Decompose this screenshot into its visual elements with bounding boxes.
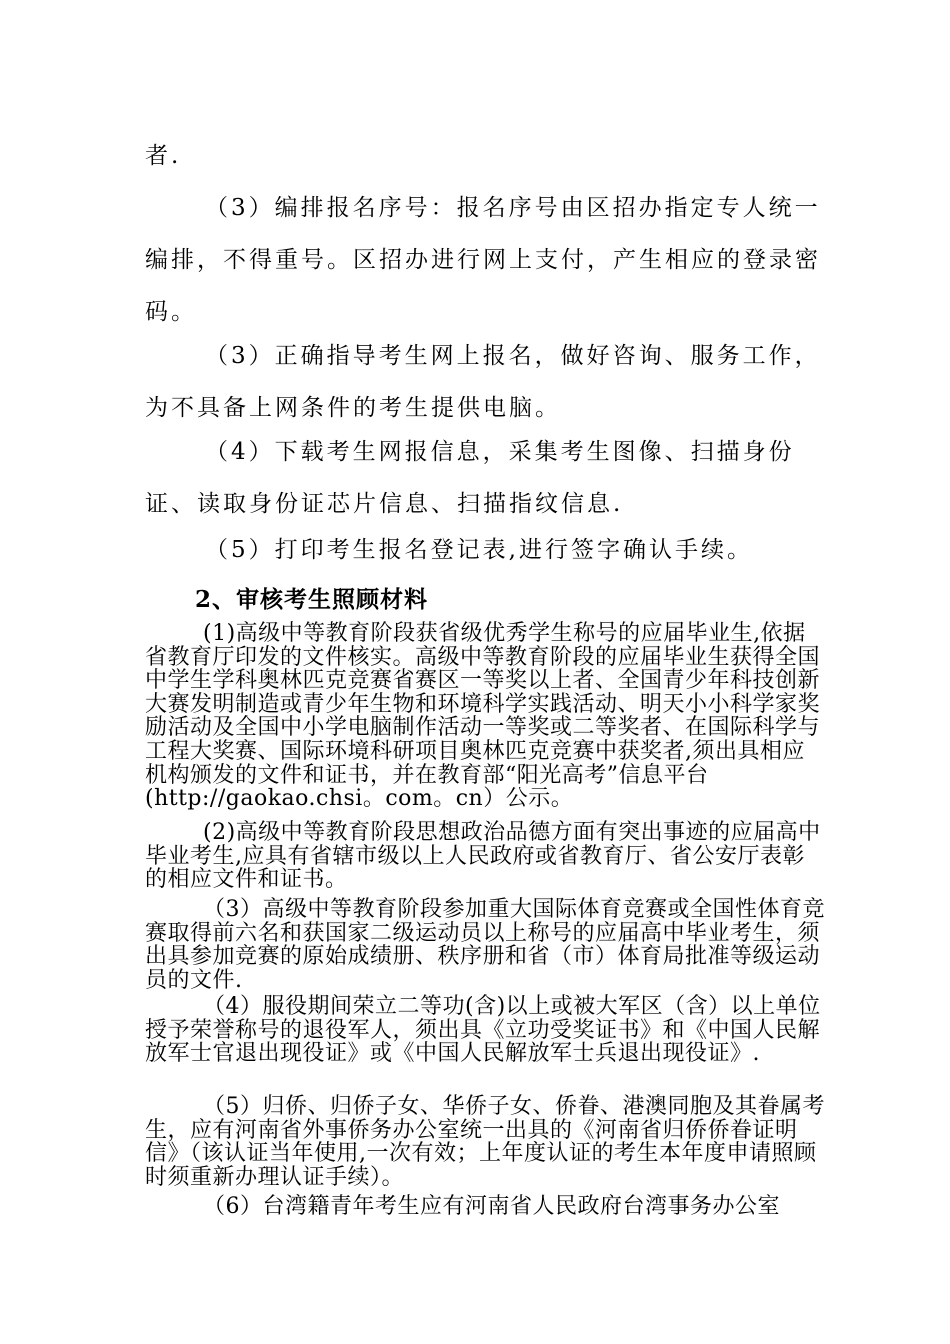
paragraph-item-6-taiwan: （6）台湾籍青年考生应有河南省人民政府台湾事务办公室: [203, 1194, 780, 1219]
paragraph-item-3-sports: （3）高级中等教育阶段参加重大国际体育竞赛或全国性体育竞赛取得前六名和获国家二级运动员以上称号的应届高中毕业考生，须出具参加竞赛的原始成绩册、秩序册和省（市）体育局批准等级运动员的文件.: [145, 897, 825, 993]
paragraph-item-4-veterans: （4）服役期间荣立二等功(含)以上或被大军区（含）以上单位授予荣誉称号的退役军人，须出具《立功受奖证书》和《中国人民解放军士官退出现役证》或《中国人民解放军士兵退出现役证》.: [145, 994, 821, 1067]
paragraph-item-3-guidance: （3）正确指导考生网上报名，做好咨询、服务工作，为不具备上网条件的考生提供电脑。: [145, 343, 821, 421]
paragraph-item-5-print: （5）打印考生报名登记表,进行签字确认手续。: [205, 537, 753, 563]
paragraph-fragment: 者.: [145, 143, 182, 169]
paragraph-item-2-moral-conduct: (2)高级中等教育阶段思想政治品德方面有突出事迹的应届高中毕业考生,应具有省辖市级以上人民政府或省教育厅、省公安厅表彰的相应文件和证书。: [145, 820, 821, 893]
paragraph-item-1-excellent-students: (1)高级中等教育阶段获省级优秀学生称号的应届毕业生,依据省教育厅印发的文件核实。高级中等教育阶段的应届毕业生获得全国中学生学科奥林匹克竞赛省赛区一等奖以上者、全国青少年科技创新大赛发明制造或青少年生物和环境科学实践活动、明天小小科学家奖励活动及全国中小学电脑制作活动一等奖或二等奖者、在国际科学与工程大奖赛、国际环境科研项目奥林匹克竞赛中获奖者,须出具相应机构颁发的文件和证书，并在教育部“阳光高考”信息平台(http://gaokao.chsi。com。cn）公示。: [145, 621, 821, 812]
paragraph-item-4-download: （4）下载考生网报信息，采集考生图像、扫描身份证、读取身份证芯片信息、扫描指纹信息.: [145, 439, 795, 517]
paragraph-item-3-numbering: （3）编排报名序号：报名序号由区招办指定专人统一编排，不得重号。区招办进行网上支付，产生相应的登录密码。: [145, 195, 821, 325]
paragraph-item-5-overseas-chinese: （5）归侨、归侨子女、华侨子女、侨眷、港澳同胞及其眷属考生，应有河南省外事侨务办公室统一出具的《河南省归侨侨眷证明信》（该认证当年使用,一次有效；上年度认证的考生本年度申请照顾时须重新办理认证手续）。: [145, 1094, 825, 1190]
section-heading: 2、审核考生照顾材料: [195, 586, 429, 613]
